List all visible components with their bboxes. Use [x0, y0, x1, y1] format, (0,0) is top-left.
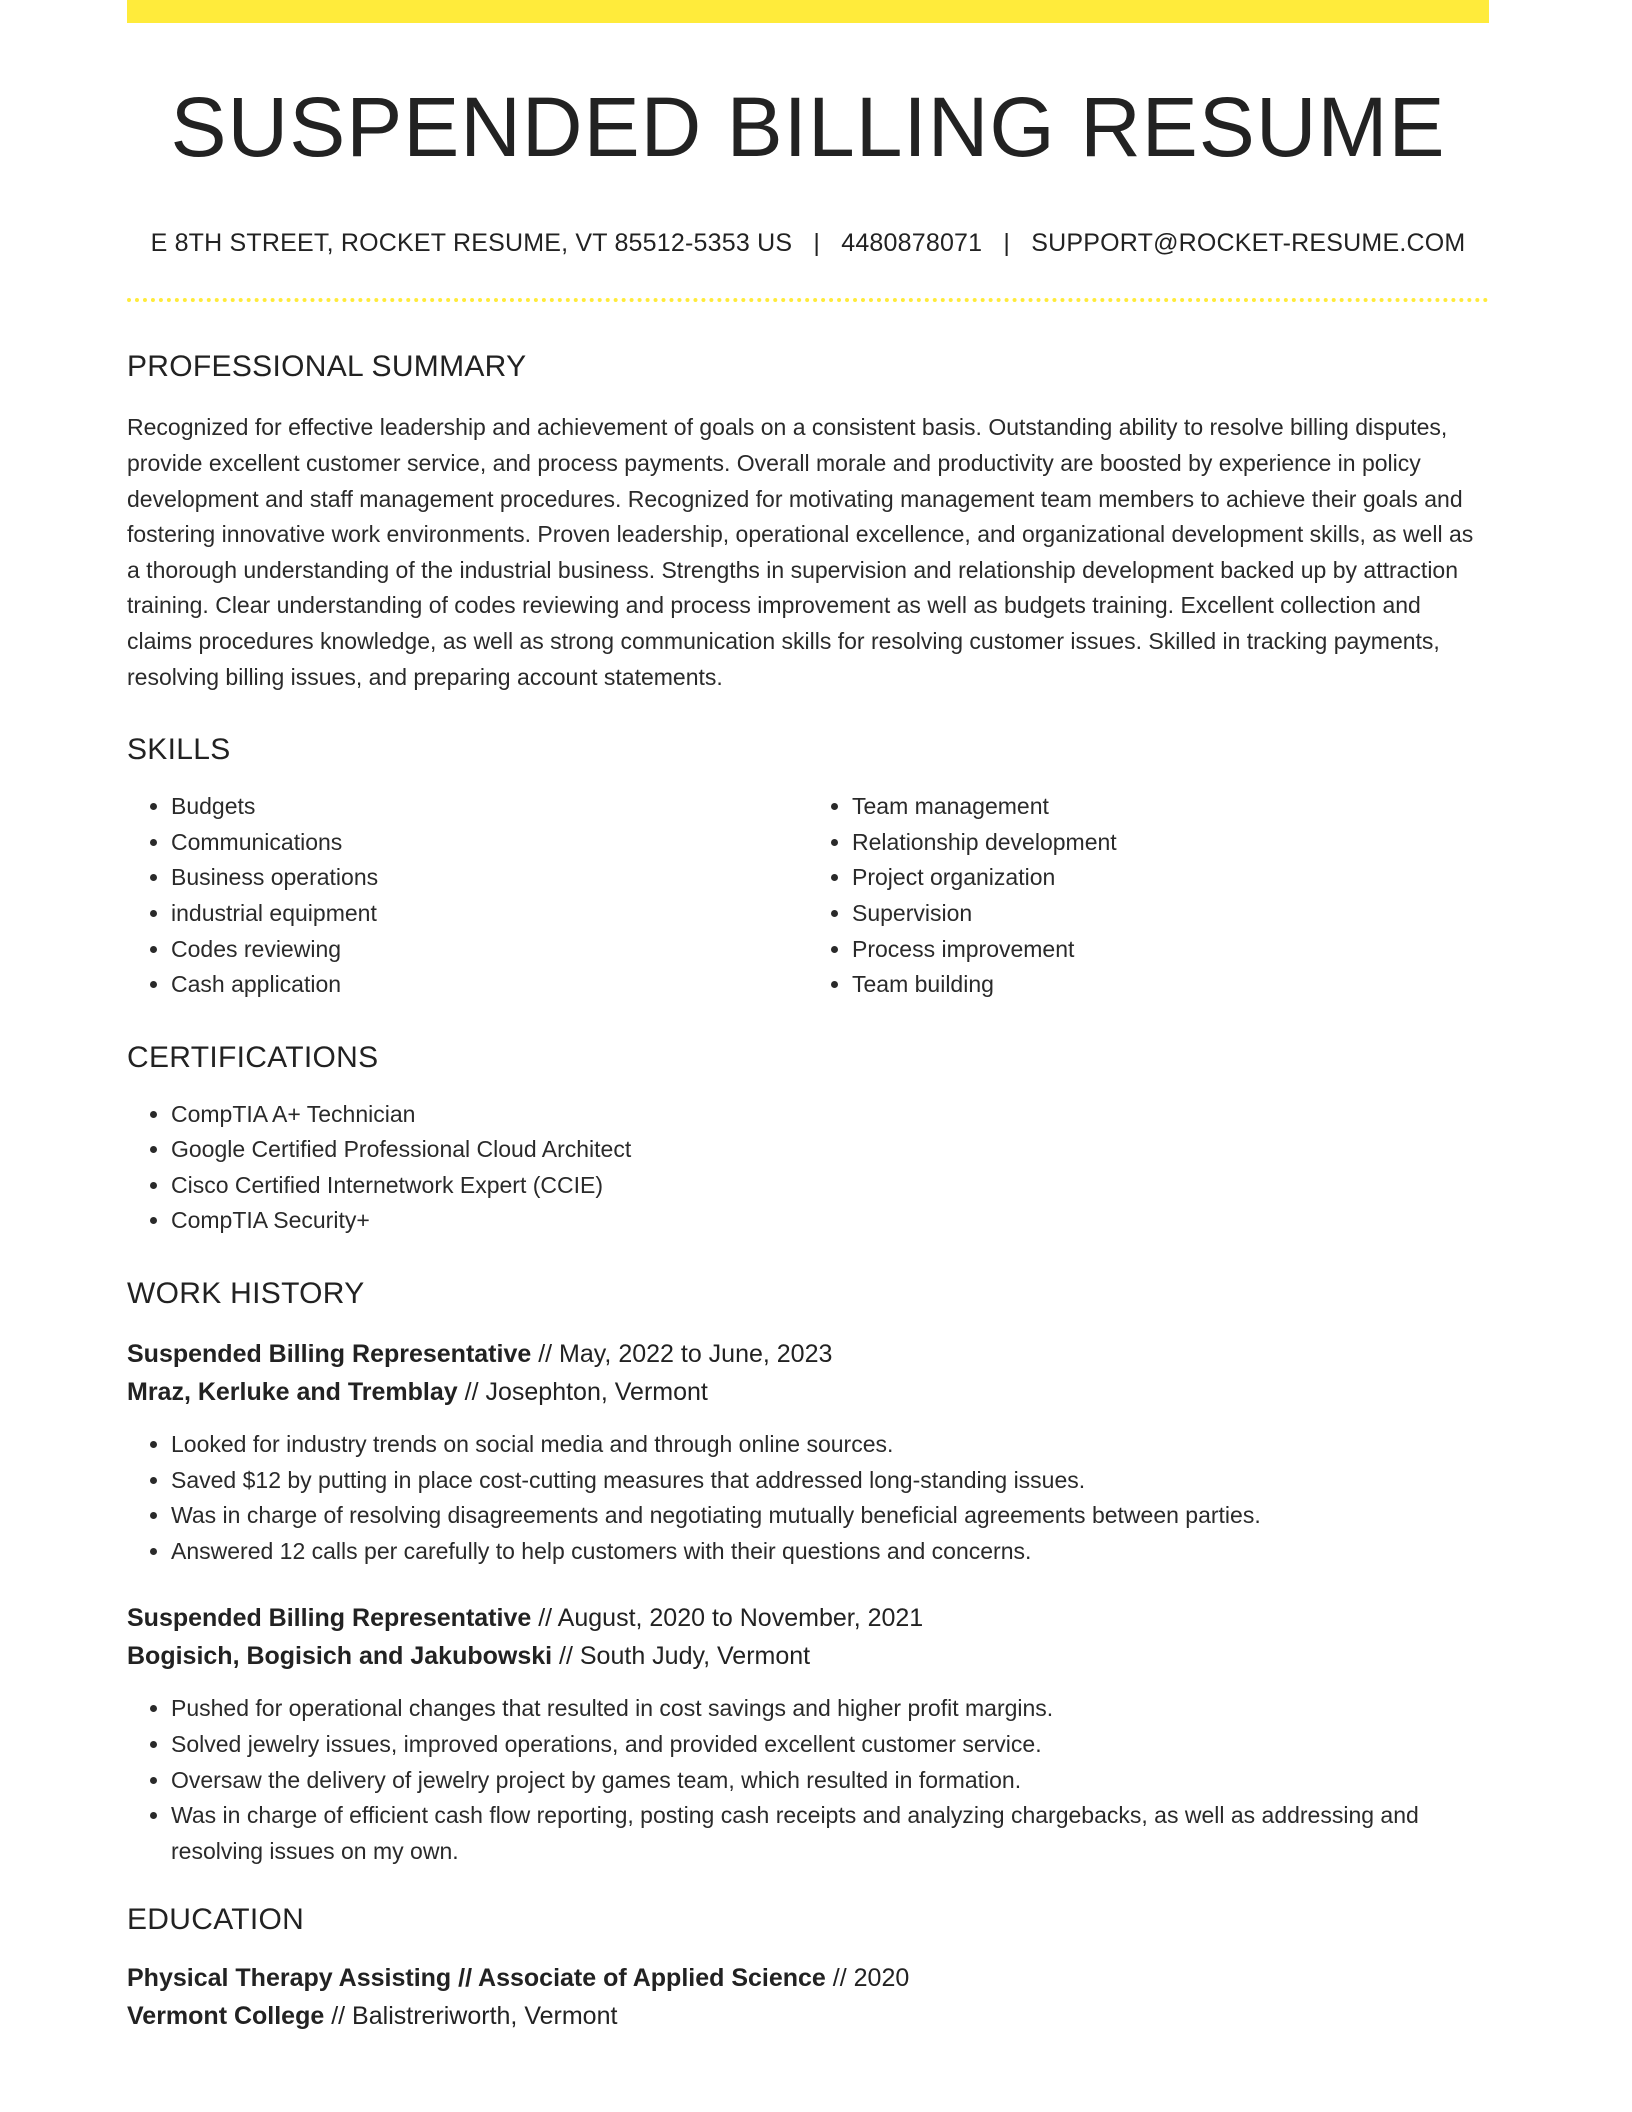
education-location: // Balistreriworth, Vermont — [331, 2002, 618, 2031]
job-duties-list — [127, 1427, 1489, 1569]
certification-item: • CompTIA A+ Technician — [171, 1097, 1489, 1133]
job-duty: • Answered 12 calls per carefully to help customers with their questions and concerns. — [171, 1534, 1489, 1570]
job-duties-list — [127, 1691, 1489, 1869]
skills-columns — [127, 789, 1489, 1003]
skill-item: • Relationship development — [852, 825, 1489, 861]
certifications-list — [127, 1097, 1489, 1239]
resume-title: SUSPENDED BILLING RESUME — [170, 80, 1446, 174]
job-duty: • Looked for industry trends on social media and through online sources. — [171, 1427, 1489, 1463]
job-duty: • Was in charge of resolving disagreements and negotiating mutually beneficial agreements between parties. — [171, 1498, 1489, 1534]
education-degree-line — [127, 1959, 1489, 1997]
job-company-line — [127, 1637, 1489, 1675]
skill-item: • industrial equipment — [171, 896, 808, 932]
resume-page — [127, 0, 1489, 2035]
contact-separator: | — [813, 229, 821, 258]
education-year: // 2020 — [832, 1964, 910, 1993]
top-accent-bar — [127, 0, 1489, 23]
header-divider — [127, 298, 1489, 302]
skill-item: • Budgets — [171, 789, 808, 825]
job-company-line — [127, 1373, 1489, 1411]
skills-left-list — [127, 789, 808, 1003]
skill-item: • Project organization — [852, 860, 1489, 896]
skill-item: • Codes reviewing — [171, 932, 808, 968]
certification-item: • Cisco Certified Internetwork Expert (CCIE) — [171, 1168, 1489, 1204]
summary-text: Recognized for effective leadership and achievement of goals on a consistent basis. Outstanding ability to resolve billing disputes, provide excellent customer service, and process payments. Overall morale and productivity are boosted by experience in policy development and staff management procedures. Recognized for motivating management team members to achieve their goals and fostering innovative work environments. Proven leadership, operational excellence, and organizational development skills, as well as a thorough understanding of the industrial business. Strengths in supervision and relationship development backed up by attraction training. Clear understanding of codes reviewing and process improvement as well as budgets training. Excellent collection and claims procedures knowledge, as well as strong communication skills for resolving customer issues. Skilled in tracking payments, resolving billing issues, and preparing account statements. — [127, 414, 1474, 690]
contact-separator: | — [1003, 229, 1011, 258]
skill-item: • Business operations — [171, 860, 808, 896]
education-school-line — [127, 1997, 1489, 2035]
job-dates: // August, 2020 to November, 2021 — [538, 1604, 924, 1633]
summary-heading: PROFESSIONAL SUMMARY — [127, 350, 527, 384]
job-title-line — [127, 1335, 1489, 1373]
certification-item: • Google Certified Professional Cloud Architect — [171, 1132, 1489, 1168]
job-location: // South Judy, Vermont — [559, 1642, 811, 1671]
education-school: Vermont College — [127, 2002, 325, 2031]
contact-address: E 8TH STREET, ROCKET RESUME, VT 85512-5353 US — [150, 229, 793, 258]
skill-item: • Cash application — [171, 967, 808, 1003]
job-duty: • Was in charge of efficient cash flow reporting, posting cash receipts and analyzing chargebacks, as well as addressing and resolving issues on my own. — [171, 1798, 1489, 1869]
education-degree: Physical Therapy Assisting // Associate of Applied Science — [127, 1964, 826, 1993]
certifications-heading: CERTIFICATIONS — [127, 1040, 379, 1074]
job-duty: • Saved $12 by putting in place cost-cutting measures that addressed long-standing issues. — [171, 1463, 1489, 1499]
skill-item: • Team building — [852, 967, 1489, 1003]
job-duty: • Solved jewelry issues, improved operations, and provided excellent customer service. — [171, 1727, 1489, 1763]
contact-line — [127, 229, 1489, 258]
skills-heading: SKILLS — [127, 733, 231, 767]
skill-item: • Supervision — [852, 896, 1489, 932]
education-heading: EDUCATION — [127, 1903, 305, 1937]
job-company: Mraz, Kerluke and Tremblay — [127, 1378, 458, 1407]
certification-item: • CompTIA Security+ — [171, 1203, 1489, 1239]
skill-item: • Process improvement — [852, 932, 1489, 968]
job-duty: • Oversaw the delivery of jewelry project by games team, which resulted in formation. — [171, 1763, 1489, 1799]
job-title-line — [127, 1599, 1489, 1637]
job-location: // Josephton, Vermont — [464, 1378, 708, 1407]
skill-item: • Team management — [852, 789, 1489, 825]
job-role: Suspended Billing Representative — [127, 1604, 532, 1633]
contact-phone: 4480878071 — [841, 229, 983, 258]
skill-item: • Communications — [171, 825, 808, 861]
work-history-heading: WORK HISTORY — [127, 1277, 365, 1311]
job-duty: • Pushed for operational changes that resulted in cost savings and higher profit margins. — [171, 1691, 1489, 1727]
contact-email: SUPPORT@ROCKET-RESUME.COM — [1031, 229, 1466, 258]
skills-right-list — [808, 789, 1489, 1003]
job-company: Bogisich, Bogisich and Jakubowski — [127, 1642, 553, 1671]
job-role: Suspended Billing Representative — [127, 1340, 532, 1369]
job-dates: // May, 2022 to June, 2023 — [538, 1340, 833, 1369]
